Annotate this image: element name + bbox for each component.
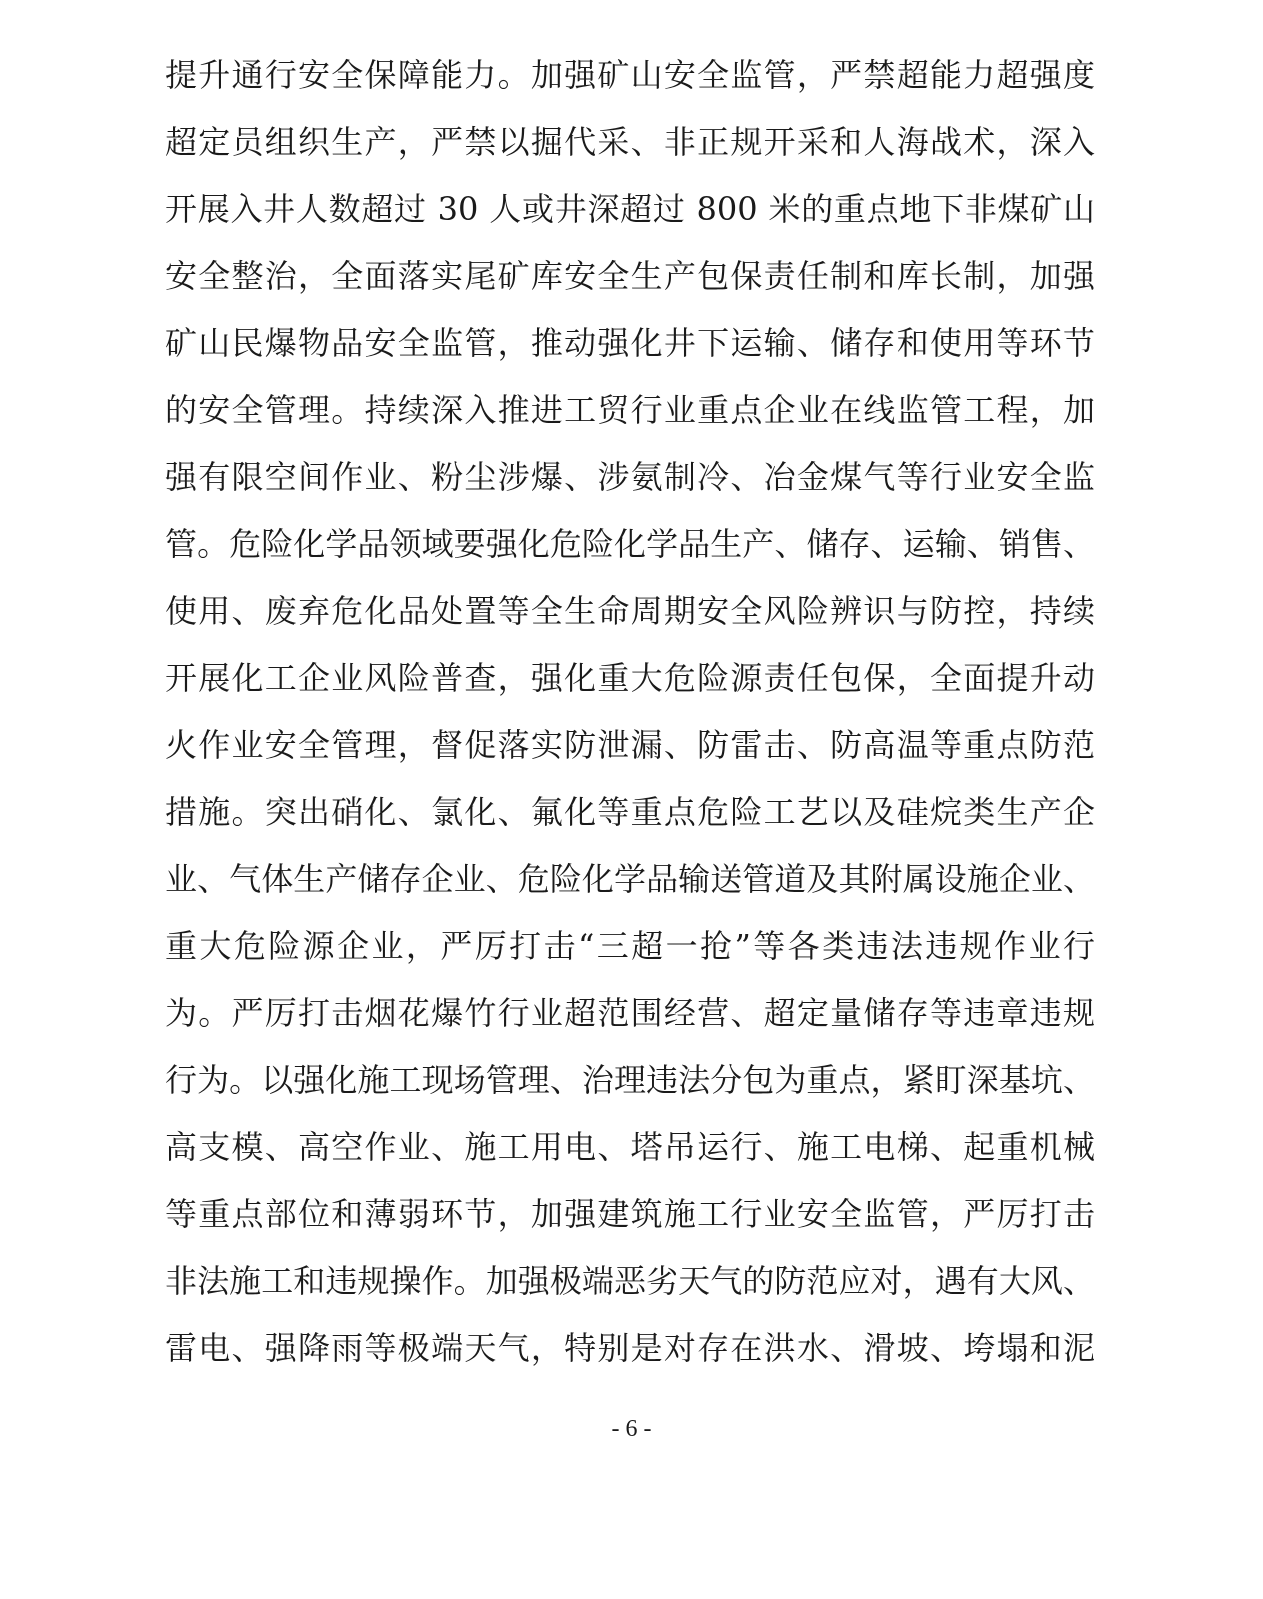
body-text xyxy=(165,42,1095,1382)
body-line: 业、气体生产储存企业、危险化学品输送管道及其附属设施企业、 xyxy=(165,860,1095,898)
body-line: 火作业安全管理，督促落实防泄漏、防雷击、防高温等重点防范 xyxy=(165,726,1095,764)
body-line: 雷电、强降雨等极端天气，特别是对存在洪水、滑坡、垮塌和泥 xyxy=(165,1329,1095,1367)
body-line: 提升通行安全保障能力。加强矿山安全监管，严禁超能力超强度 xyxy=(165,56,1095,94)
body-line: 高支模、高空作业、施工用电、塔吊运行、施工电梯、起重机械 xyxy=(165,1128,1095,1166)
body-line: 非法施工和违规操作。加强极端恶劣天气的防范应对，遇有大风、 xyxy=(165,1262,1095,1300)
body-line: 措施。突出硝化、氯化、氟化等重点危险工艺以及硅烷类生产企 xyxy=(165,793,1095,831)
body-line: 矿山民爆物品安全监管，推动强化井下运输、储存和使用等环节 xyxy=(165,324,1095,362)
body-line: 的安全管理。持续深入推进工贸行业重点企业在线监管工程，加 xyxy=(165,391,1095,429)
body-line: 行为。以强化施工现场管理、治理违法分包为重点，紧盯深基坑、 xyxy=(165,1061,1095,1099)
body-line: 为。严厉打击烟花爆竹行业超范围经营、超定量储存等违章违规 xyxy=(165,994,1095,1032)
body-line: 超定员组织生产，严禁以掘代采、非正规开采和人海战术，深入 xyxy=(165,123,1095,161)
body-line: 等重点部位和薄弱环节，加强建筑施工行业安全监管，严厉打击 xyxy=(165,1195,1095,1233)
body-line: 开展化工企业风险普查，强化重大危险源责任包保，全面提升动 xyxy=(165,659,1095,697)
body-line: 重大危险源企业，严厉打击“三超一抢”等各类违法违规作业行 xyxy=(165,927,1095,965)
body-line: 强有限空间作业、粉尘涉爆、涉氨制冷、冶金煤气等行业安全监 xyxy=(165,458,1095,496)
body-line: 安全整治，全面落实尾矿库安全生产包保责任制和库长制，加强 xyxy=(165,257,1095,295)
body-line: 使用、废弃危化品处置等全生命周期安全风险辨识与防控，持续 xyxy=(165,592,1095,630)
page-number: - 6 - xyxy=(611,1416,652,1442)
body-line: 管。危险化学品领域要强化危险化学品生产、储存、运输、销售、 xyxy=(165,525,1095,563)
body-line: 开展入井人数超过 30 人或井深超过 800 米的重点地下非煤矿山 xyxy=(165,190,1095,228)
